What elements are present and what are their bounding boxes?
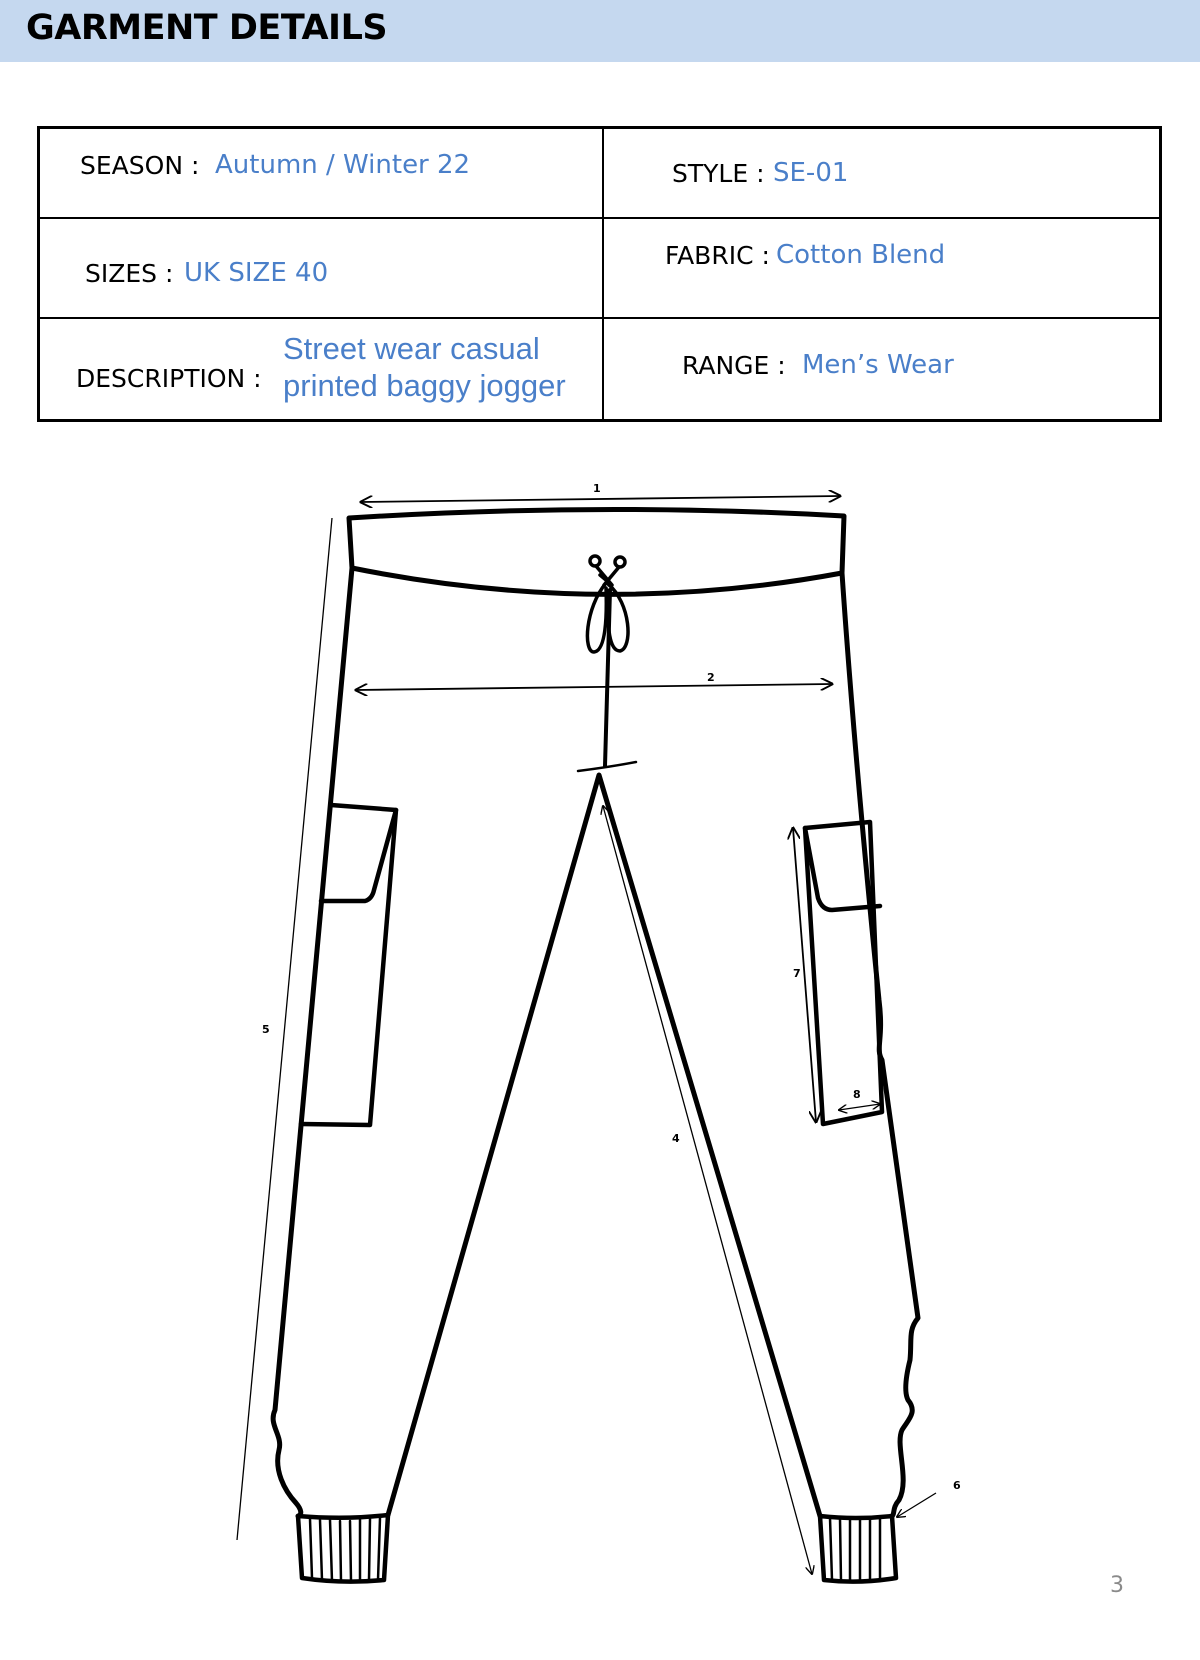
range-label: RANGE : <box>682 351 786 380</box>
season-label: SEASON : <box>80 151 200 180</box>
sizes-label: SIZES : <box>85 259 174 288</box>
sizes-value: UK SIZE 40 <box>184 258 329 288</box>
measure-line-5 <box>237 518 332 1540</box>
style-value: SE-01 <box>773 158 849 188</box>
inseam <box>388 775 820 1516</box>
cuff-ribbing <box>310 1518 880 1581</box>
season-value: Autumn / Winter 22 <box>215 150 471 180</box>
description-value-line2: printed baggy jogger <box>283 368 566 403</box>
measure-label-5: 5 <box>262 1023 270 1036</box>
fabric-value: Cotton Blend <box>776 240 946 270</box>
measure-label-2: 2 <box>707 671 715 684</box>
waistband <box>349 509 844 594</box>
measure-line-4 <box>603 806 812 1574</box>
right-cargo-pocket <box>805 822 882 1124</box>
measure-label-7: 7 <box>793 967 801 980</box>
description-value-line1: Street wear casual <box>283 331 540 366</box>
fabric-label: FABRIC : <box>665 241 770 270</box>
measure-label-6: 6 <box>953 1479 961 1492</box>
measure-label-4: 4 <box>672 1132 680 1145</box>
measure-line-1 <box>361 496 840 502</box>
style-label: STYLE : <box>672 159 765 188</box>
left-leg-outer-seam <box>273 568 352 1516</box>
range-value: Men’s Wear <box>802 350 954 380</box>
page-title: GARMENT DETAILS <box>26 8 388 48</box>
left-pocket-flap <box>321 810 396 901</box>
description-label: DESCRIPTION : <box>76 364 262 393</box>
page-number: 3 <box>1110 1573 1124 1598</box>
measure-line-8 <box>839 1104 880 1110</box>
measure-line-2 <box>356 684 832 690</box>
measure-label-8: 8 <box>853 1088 861 1101</box>
measure-label-1: 1 <box>593 482 601 495</box>
